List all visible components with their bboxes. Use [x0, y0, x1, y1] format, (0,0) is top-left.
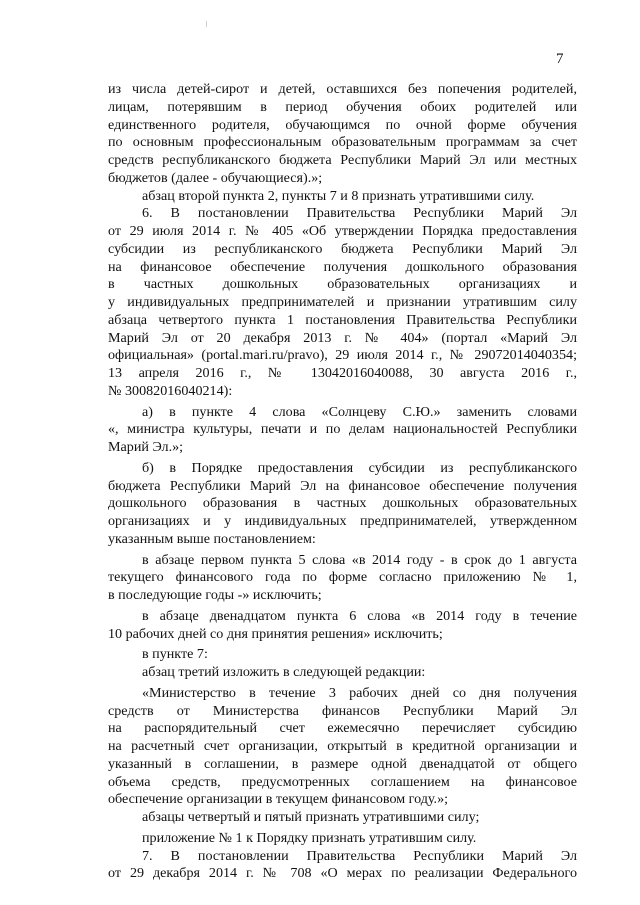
text-line: от 29 июля 2014 г. № 405 «Об утверждении Порядка предоставления: [108, 223, 577, 239]
text-line: по основным профессиональным образовательным программам за счет: [108, 134, 577, 151]
text-line: организациях и у индивидуальных предпринимателей, утвержденном: [108, 513, 577, 529]
text-line: «Министерство в течение 3 рабочих дней со дня получения: [142, 684, 577, 701]
text-line: абзац третий изложить в следующей редакции:: [142, 664, 426, 680]
text-line: объема средств, предусмотренных соглашением на финансовое: [108, 773, 577, 790]
text-line: средств республиканского бюджета Республики Марий Эл или местных: [108, 152, 577, 168]
text-line: бюджета Республики Марий Эл на финансовое обеспечение получения: [108, 477, 577, 494]
text-line: указанный в соглашении, в размере одной двенадцатой от общего: [108, 755, 577, 772]
text-line: абзац второй пункта 2, пункты 7 и 8 признать утратившими силу.: [142, 187, 535, 204]
text-line: 10 рабочих дней со дня принятия решения» исключить;: [108, 625, 443, 642]
text-line: субсидии из республиканского бюджета Республики Марий Эл: [108, 240, 577, 257]
text-line: «, министра культуры, печати и по делам национальностей Республики: [108, 421, 577, 438]
text-line: дошкольного образования в частных дошкольных образовательных: [108, 495, 577, 512]
text-line: Марий Эл.»;: [108, 439, 184, 455]
document-body: [108, 81, 577, 883]
text-line: 7. В постановлении Правительства Республики Марий Эл: [142, 847, 577, 864]
scan-artifact: [206, 21, 207, 27]
text-line: Марий Эл от 20 декабря 2013 г. № 404» (портал «Марий Эл: [108, 329, 577, 346]
text-line: лицам, потерявшим в период обучения обоих родителей или: [108, 98, 577, 115]
text-line: в частных дошкольных образовательных организациях и: [108, 276, 577, 293]
text-line: из числа детей-сирот и детей, оставшихся без попечения родителей,: [108, 81, 577, 97]
text-line: в последующие годы -» исключить;: [108, 587, 322, 603]
text-line: № 30082016040214):: [108, 382, 233, 399]
text-line: средств от Министерства финансов Республики Марий Эл: [108, 702, 577, 719]
text-line: указанным выше постановлением:: [108, 530, 316, 547]
text-line: б) в Порядке предоставления субсидии из республиканского: [142, 459, 577, 476]
text-line: абзацы четвертый и пятый признать утратившими силу;: [142, 809, 480, 825]
text-line: а) в пункте 4 слова «Солнцеву С.Ю.» заменить словами: [142, 403, 577, 420]
text-line: приложение № 1 к Порядку признать утратившим силу.: [142, 829, 477, 846]
text-line: 6. В постановлении Правительства Республики Марий Эл: [142, 205, 577, 222]
text-line: бюджетов (далее - обучающиеся).»;: [108, 169, 323, 186]
page-number: 7: [556, 51, 564, 67]
text-line: у индивидуальных предпринимателей и признании утратившим силу: [108, 294, 577, 310]
text-line: официальная» (portal.mari.ru/pravo), 29 июля 2014 г., № 29072014040354;: [108, 347, 577, 364]
text-line: абзаца четвертого пункта 1 постановления Правительства Республики: [108, 311, 577, 328]
text-line: 13 апреля 2016 г., № 13042016040088, 30 августа 2016 г.,: [108, 365, 577, 381]
text-line: от 29 декабря 2014 г. № 708 «О мерах по реализации Федерального: [108, 865, 577, 882]
text-line: в пункте 7:: [142, 646, 208, 663]
text-line: в абзаце двенадцатом пункта 6 слова «в 2014 году в течение: [142, 607, 577, 624]
text-line: текущего финансового года по форме согласно приложению № 1,: [108, 569, 577, 586]
text-line: на финансовое обеспечение получения дошкольного образования: [108, 258, 577, 275]
text-line: в абзаце первом пункта 5 слова «в 2014 году - в срок до 1 августа: [142, 551, 577, 568]
text-line: на распорядительный счет ежемесячно перечисляет субсидию: [108, 720, 577, 737]
text-line: единственного родителя, обучающимся по очной форме обучения: [108, 116, 577, 133]
text-line: на расчетный счет организации, открытый в кредитной организации и: [108, 738, 577, 754]
text-line: обеспечение организации в текущем финансовом году.»;: [108, 791, 449, 808]
